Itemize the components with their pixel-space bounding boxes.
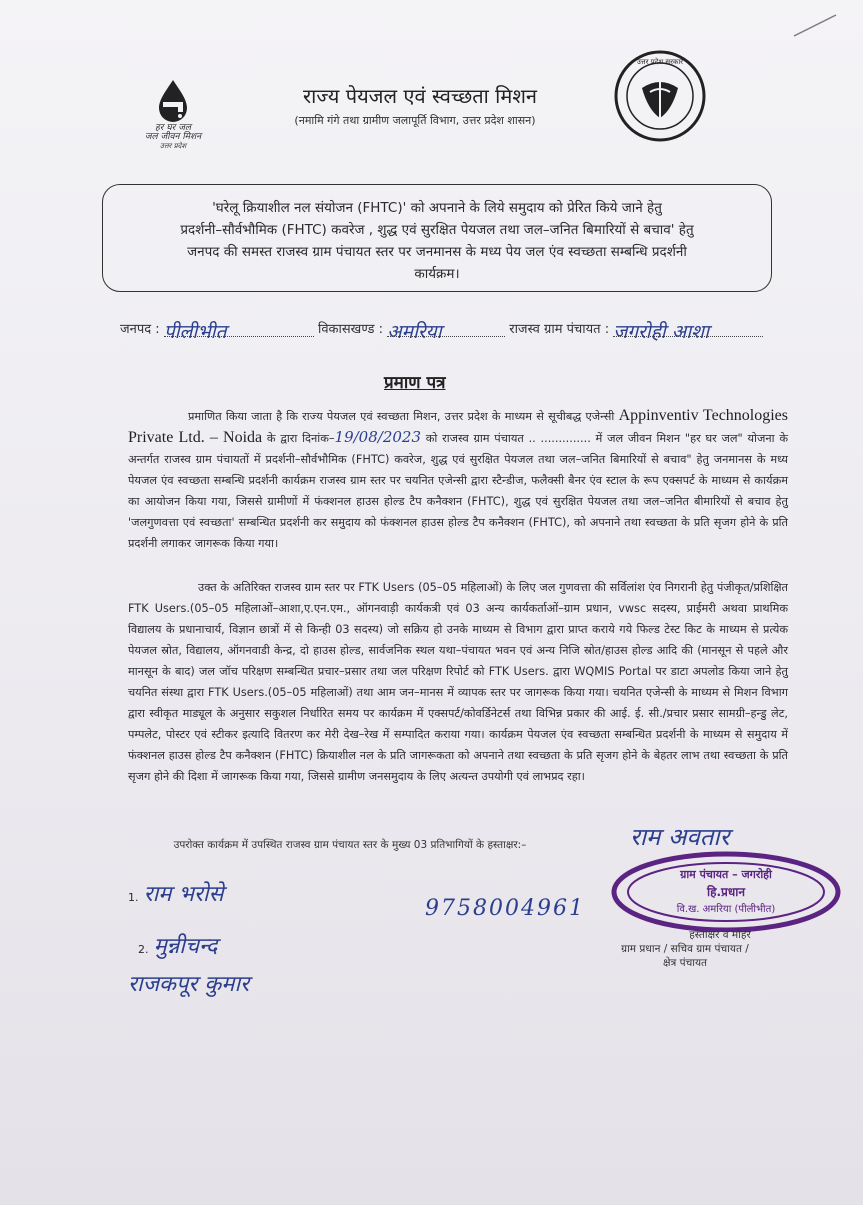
para1-panchayat-label: को राजस्व ग्राम पंचायत ..: [421, 432, 536, 445]
box-line-3: जनपद की समस्त राजस्व ग्राम पंचायत स्तर पर जनमानस के मध्य पेय जल एंव स्वच्छता सम्बन्धि प्रदर्शनी: [187, 244, 687, 260]
panchayat-label: राजस्व ग्राम पंचायत :: [509, 322, 610, 337]
page-title: राज्य पेयजल एवं स्वच्छता मिशन: [302, 84, 538, 108]
logo-line-3: उत्तर प्रदेश: [159, 142, 187, 150]
signatures-intro: उपरोक्त कार्यक्रम में उपस्थित राजस्व ग्राम पंचायत स्तर के मुख्य 03 प्रतिभागियों के हस्ताक्षर:–: [173, 839, 527, 851]
box-line-4: कार्यक्रम।: [414, 266, 460, 282]
janpad-field: [163, 318, 314, 343]
participant-signature-3: [128, 968, 249, 998]
program-date: 19/08/2023: [334, 428, 421, 446]
sign1-text: राम भरोसे: [143, 882, 224, 907]
box-line-2: प्रदर्शनी–सौर्वभौमिक (FHTC) कवरेज , शुद्ध एवं सुरक्षित पेयजल तथा जल–जनित बिमारियों से बचाव' हेतु: [180, 222, 694, 238]
para2-body: उक्त के अतिरिक्त राजस्व ग्राम स्तर पर FTK Users (05–05 महिलाओं) के लिए जल गुणवत्ता की सर्विलांश एंव निगरानी हेतु पंजीकृत/प्रशिक्षित FTK Users.(05–05 महिलाओं–आशा,ए.एन.एम., ऑगनवाड़ी कार्यकत्री एवं 03 अन्य कार्यकर्ताओं–ग्राम प्रधान, vwsc सदस्य, प्राईमरी अथवा प्राथमिक विद्यालय के प्रधानाचार्य, विज्ञान छात्रों में से किन्ही 03 सदस्य) जो सक्रिय हो उनके माध्यम से विभाग द्वारा प्राप्त कराये गये फिल्ड टेस्ट किट के माध्यम से प्रत्येक पेयजल स्रोत, विद्यालय, ऑगनवाडी केन्द्र, दो हाउस होल्ड, सार्वजनिक स्थल यथा–पंचायत भवन एवं अन्य निजि स्रोत/हाउस होल्ड आदि की (मानसून से पहले और मानसून के बाद) जल जॉच परिक्षण सम्बन्धित प्रचार–प्रसार तथा जल परिक्षण रिपोर्ट को FTK Users. द्वारा WQMIS Portal पर डाटा अपलोड किया जाने हेतु चयनित संस्था द्वारा FTK Users.(05–05 महिलाओं) तथा आम जन–मानस में व्यापक स्तर पर जागरूक किया गया। चयनित एजेन्सी के माध्यम से मिशन विभाग द्वारा स्वीकृत माड्यूल के अनुसार सकुशल निर्धारित समय पर कार्यक्रम में एक्सपर्ट/कोवर्डिनेटर्स तथा विभिन्न प्रकार की आई. ई. सी./प्रचार प्रसार सामग्री–हन्डु लेट, पम्पलेट, पोस्टर एवं स्टीकर इत्यादि वितरण कर मेरी देख–रेख में सम्पादित कराया गया। कार्यक्रम पेयजल एंव स्वच्छता सम्बन्धित प्रदर्शनी के माध्यम से समुदाय में फंक्शनल हाउस होल्ड टैप कनैक्शन (FHTC) क्रियाशील नल के प्रति जागरूकता को अपनाने तथा स्वच्छता के प्रति सृजग होने के बेहतर लाभ तथा स्वच्छता के प्रति सृजग होने की दिशा में जागरूक किया गया, जिससे ग्रामीण जनसमुदाय के लिए अत्यन्त उपयोगी एवं लाभप्रद रहा।: [128, 581, 788, 783]
vikaskhand-label: विकासखण्ड :: [317, 322, 383, 337]
panchayat-seal: [610, 848, 842, 932]
auth-line-3: क्षेत्र पंचायत: [662, 957, 708, 969]
panchayat-value: जगरोही आशा: [613, 321, 710, 343]
seal-line-1: ग्राम पंचायत – जगरोही: [680, 868, 772, 881]
up-government-emblem: [612, 48, 708, 144]
janpad-label: जनपद :: [120, 322, 160, 337]
logo-line-2: जल जीवन मिशन: [144, 132, 202, 142]
para1-body: .............. में जल जीवन मिशन "हर घर जल" योजना के अन्तर्गत राजस्व ग्राम पंचायतों में प्रदर्शनी–सौर्वभौमिक (FHTC) कवरेज, शुद्ध एवं सुरक्षित पेयजल तथा जल–जनित बिमारियों से बचाव" हेतु जनमानस के मध्य पेयजल एंव स्वच्छता सम्बन्धि प्रदर्शनी कार्यक्रम राजस्व ग्राम स्तर पर चयनित एजेन्सी द्वारा स्टैन्डीज, फलैक्सी बैनर एंव स्टाल के रूप एक्सपर्ट के माध्यम से कार्यक्रम का आयोजन किया गया, जिससे ग्रामीणों में फंक्शनल हाउस होल्ड टैप कनैक्शन (FHTC), शुद्ध एवं सुरक्षित पेयजल तथा जल–जनित बीमारियों से बचाव हेतु 'जलगुणवत्ता एवं स्वच्छता' सम्बन्धित प्रदर्शनी कर समुदाय को फंक्शनल हाउस होल्ड टैप कनैक्शन (FHTC), को अपनाने तथा स्वच्छता के प्रति सृजग होने के प्रति प्रदर्शनी लगाकर जागरूक किया गया।: [128, 432, 789, 550]
agency-name: Appinventiv Technologies Private Ltd. – Noida: [128, 407, 789, 446]
certificate-heading: प्रमाण पत्र: [384, 373, 446, 393]
emblem-text: उत्तर प्रदेश सरकार: [636, 58, 684, 66]
participant-signature-1: [128, 878, 223, 908]
har-ghar-jal-logo: [128, 78, 218, 151]
water-drop-icon: [153, 78, 193, 124]
paragraph-1: [128, 405, 788, 554]
janpad-value: पीलीभीत: [163, 321, 227, 343]
sign2-text: मुन्नीचन्द: [153, 934, 218, 959]
logo-line-1: हर घर जल: [155, 123, 191, 133]
paragraph-2: [128, 577, 788, 787]
sign2-number: 2.: [138, 943, 149, 956]
location-fields: [120, 318, 840, 343]
phone-number: 9758004961: [425, 896, 585, 921]
pradhan-signature: राम अवतार: [630, 823, 730, 851]
authority-block: [560, 928, 810, 970]
box-line-1: 'घरेलू क्रियाशील नल संयोजन (FHTC)' को अपनाने के लिये समुदाय को प्रेरित किये जाने हेतु: [212, 200, 662, 216]
panchayat-field: [613, 318, 763, 343]
auth-line-2: ग्राम प्रधान / सचिव ग्राम पंचायत /: [621, 943, 749, 955]
program-description-box: [102, 184, 772, 292]
seal-line-3: वि.ख. अमरिया (पीलीभीत): [676, 904, 776, 915]
page-subtitle: (नमामि गंगे तथा ग्रामीण जलापूर्ति विभाग, उत्तर प्रदेश शासन): [294, 114, 536, 127]
pen-stroke: [790, 12, 840, 40]
auth-line-1: हस्ताक्षर व मोहर: [689, 929, 751, 941]
vikaskhand-value: अमरिया: [387, 321, 442, 343]
sign3-text: राजकपूर कुमार: [128, 972, 250, 997]
vikaskhand-field: [387, 318, 505, 343]
sign1-number: 1.: [128, 891, 139, 904]
para1-date-label: के द्वारा दिनांक–: [262, 432, 335, 445]
para1-intro: प्रमाणित किया जाता है कि राज्य पेयजल एवं स्वच्छता मिशन, उत्तर प्रदेश के माध्यम से सूचीबद्ध एजेन्सी: [188, 410, 615, 423]
participant-signature-2: [138, 930, 217, 960]
seal-line-2: हि.प्रधान: [706, 885, 746, 899]
